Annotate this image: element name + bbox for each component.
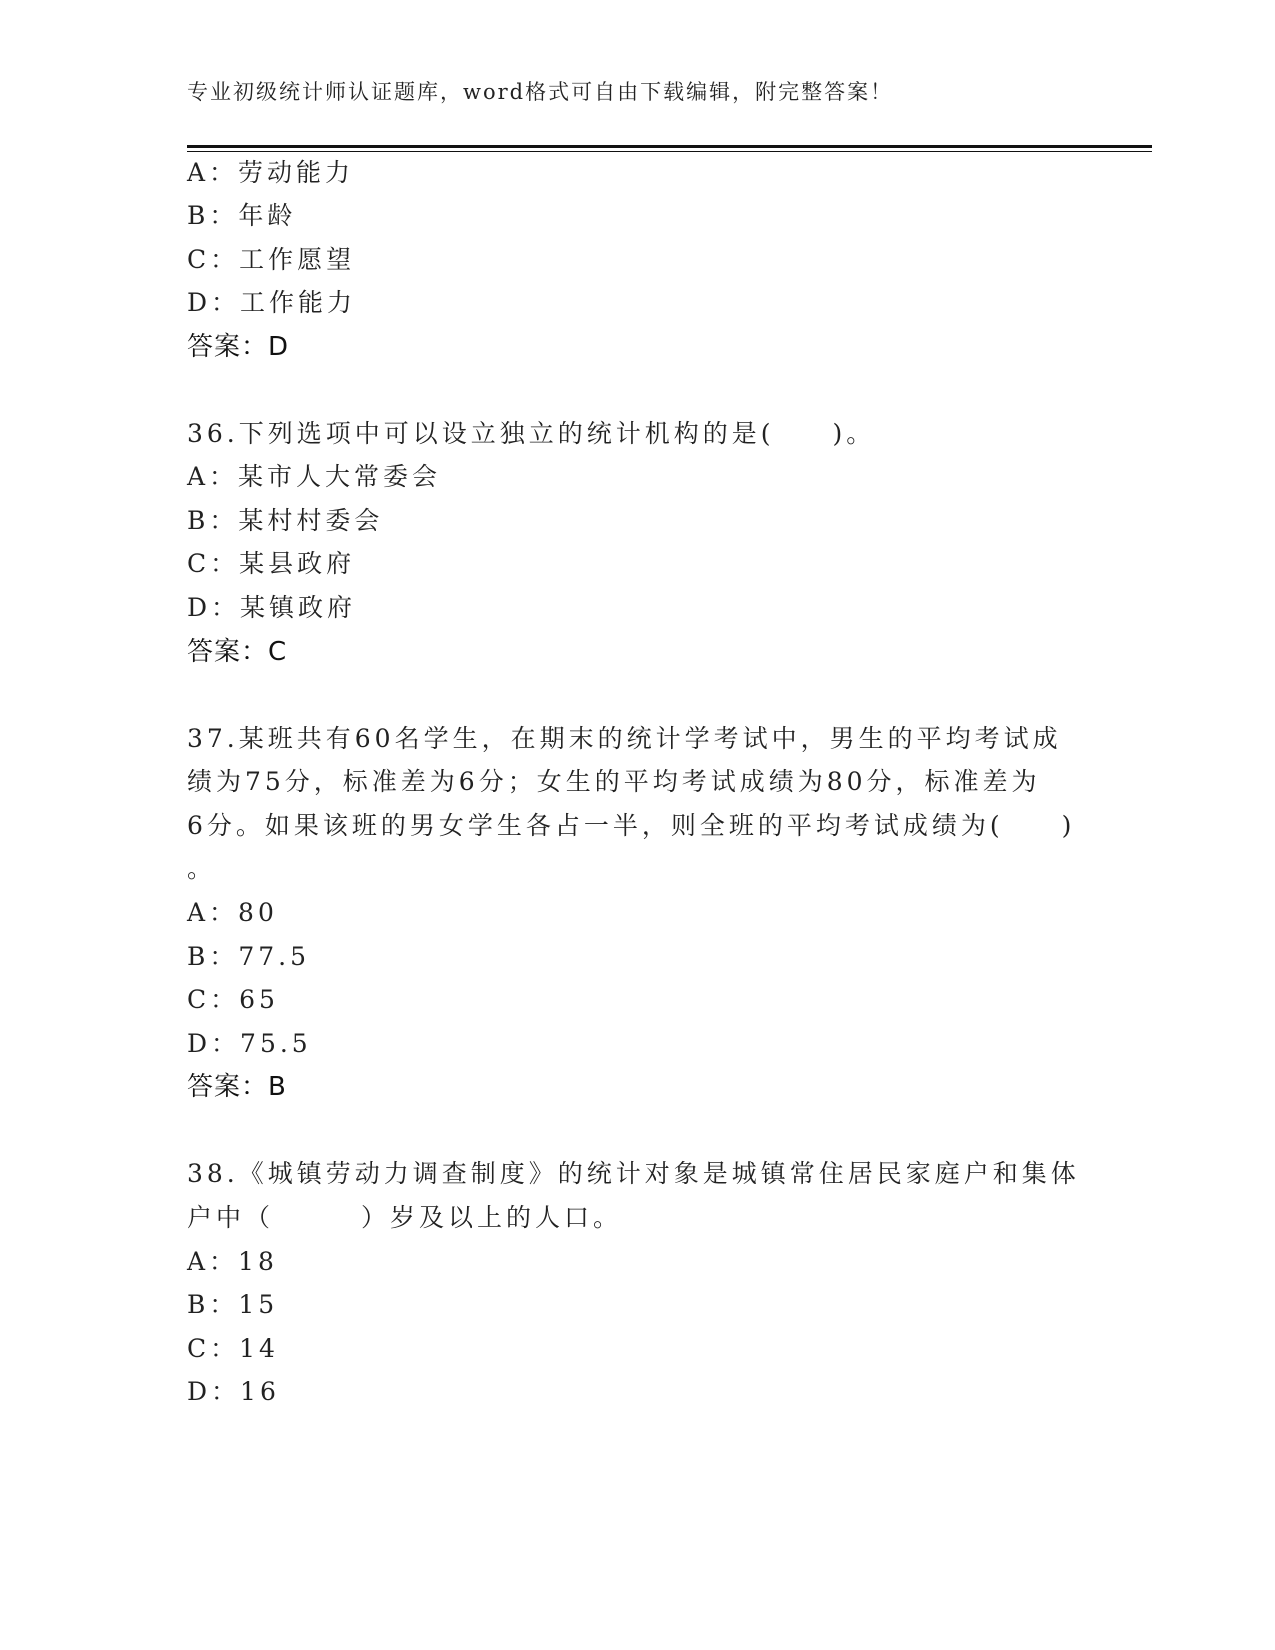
q37-option-b: B：77.5 xyxy=(187,942,311,971)
q37-option-a: A：80 xyxy=(187,898,278,927)
q37-option-d: D：75.5 xyxy=(187,1029,312,1058)
prev-option-c: C：工作愿望 xyxy=(187,245,356,274)
q36-option-d: D：某镇政府 xyxy=(187,593,357,622)
q38-option-c: C：14 xyxy=(187,1334,279,1363)
q37-stem-line-4: 。 xyxy=(187,854,217,883)
prev-option-d: D：工作能力 xyxy=(187,288,357,317)
q36-stem: 36.下列选项中可以设立独立的统计机构的是( )。 xyxy=(187,419,876,448)
q36-option-b: B：某村村委会 xyxy=(187,506,384,535)
q36-option-a: A：某市人大常委会 xyxy=(187,462,442,491)
q38-option-b: B：15 xyxy=(187,1290,279,1319)
q36-answer: 答案：C xyxy=(187,637,288,667)
q37-answer: 答案：B xyxy=(187,1072,287,1102)
q37-stem-line-2: 绩为75分，标准差为6分；女生的平均考试成绩为80分，标准差为 xyxy=(187,767,1041,796)
q36-option-c: C：某县政府 xyxy=(187,549,356,578)
prev-option-a: A：劳动能力 xyxy=(187,158,355,187)
q37-stem-line-3: 6分。如果该班的男女学生各占一半，则全班的平均考试成绩为( ) xyxy=(187,811,1076,840)
q38-option-d: D：16 xyxy=(187,1377,280,1406)
prev-option-b: B：年龄 xyxy=(187,201,297,230)
header-rule-thin xyxy=(187,151,1152,152)
q37-option-c: C：65 xyxy=(187,985,279,1014)
q38-stem-line-1: 38.《城镇劳动力调查制度》的统计对象是城镇常住居民家庭户和集体 xyxy=(187,1159,1080,1188)
q37-stem-line-1: 37.某班共有60名学生，在期末的统计学考试中，男生的平均考试成 xyxy=(187,724,1062,753)
q38-option-a: A：18 xyxy=(187,1247,278,1276)
q38-stem-line-2: 户中（ ）岁及以上的人口。 xyxy=(187,1203,623,1232)
prev-answer: 答案：D xyxy=(187,332,290,362)
page-header: 专业初级统计师认证题库，word格式可自由下载编辑，附完整答案！ xyxy=(187,80,894,104)
header-rule-thick xyxy=(187,145,1152,148)
